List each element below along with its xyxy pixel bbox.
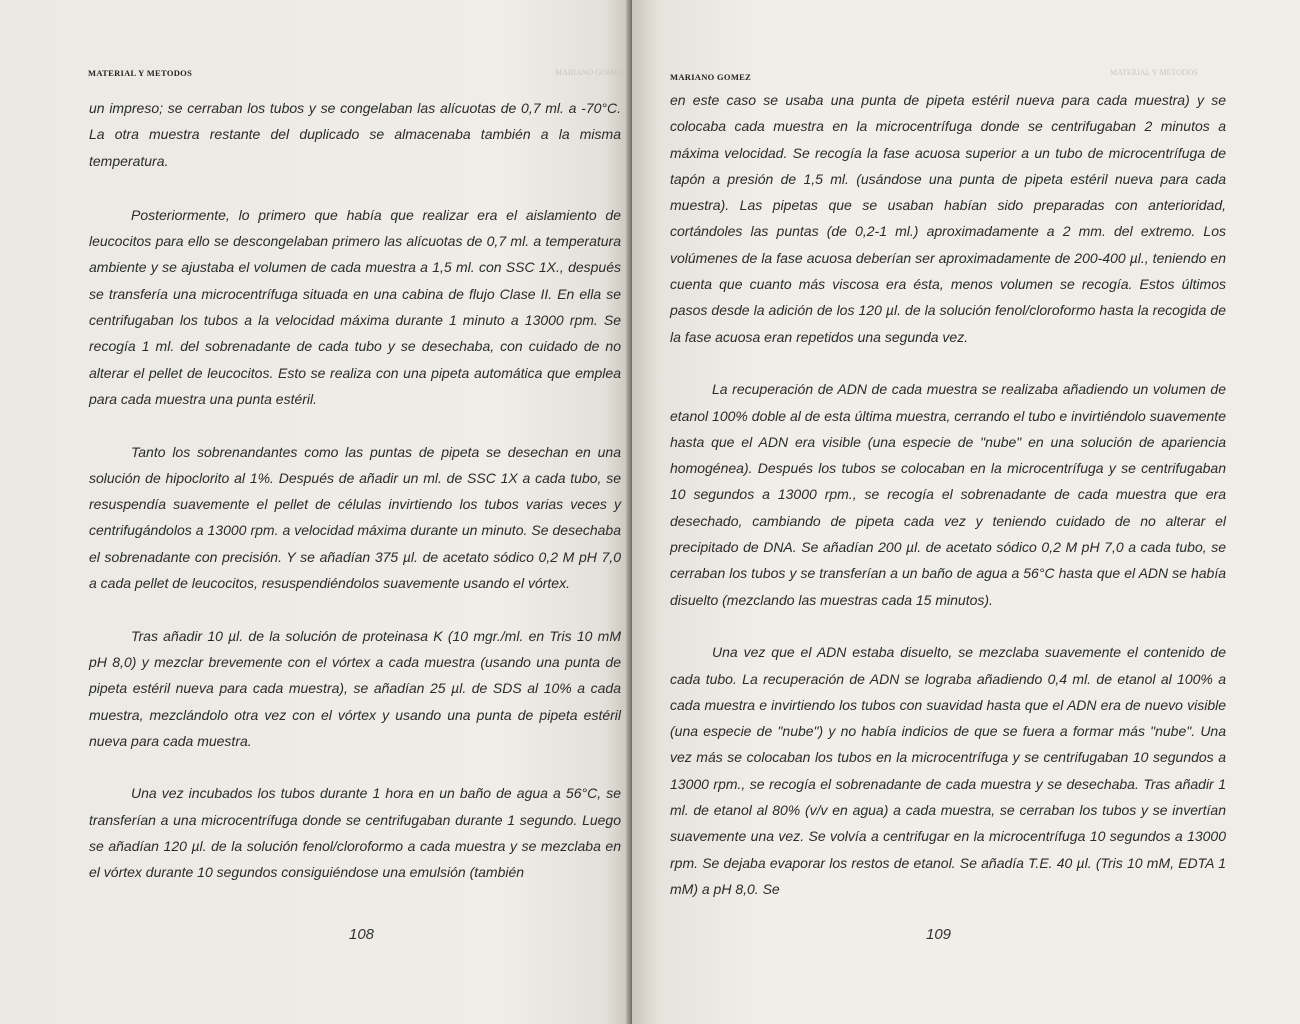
- page-number: 108: [349, 926, 375, 943]
- paragraph: Posteriormente, lo primero que había que realizar era el aislamiento de leucocitos para ello se descongelaban primero las alícuotas de 0,7 ml. a temperatura ambiente y se ajustaba el volumen de cada muestra a 1,5 ml. con SSC 1X., después se transfería una microcentrífuga situada en una cabina de flujo Clase II. En ella se centrifugaban los tubos a la velocidad máxima durante 1 minuto a 13000 rpm. Se recogía 1 ml. del sobrenadante de cada tubo y se desechaba, con cuidado de no alterar el pellet de leucocitos. Esto se realiza con una pipeta automática que emplea para cada muestra una punta estéril.: [89, 206, 621, 407]
- left-page: [0, 0, 630, 1024]
- paragraph: Tras añadir 10 µl. de la solución de proteinasa K (10 mgr./ml. en Tris 10 mM pH 8,0) y mezclar brevemente con el vórtex a cada muestra (usando una punta de pipeta estéril nueva para cada muestra), se añadían 25 µl. de SDS al 10% a cada muestra, mezclándolo otra vez con el vórtex y usando una punta de pipeta estéril nueva para cada muestra.: [89, 627, 621, 749]
- page-number: 109: [926, 926, 952, 943]
- running-header: MATERIAL Y METODOS: [88, 68, 193, 78]
- right-page: [632, 0, 1300, 1024]
- page-body: [670, 87, 1226, 929]
- show-through-header: MATERIAL Y METODOS: [1110, 68, 1198, 77]
- paragraph: un impreso; se cerraban los tubos y se congelaban las alícuotas de 0,7 ml. a -70°C. La otra muestra restante del duplicado se almacenaba también a la misma temperatura.: [89, 100, 621, 169]
- paragraph: La recuperación de ADN de cada muestra se realizaba añadiendo un volumen de etanol 100% doble al de esta última muestra, cerrando el tubo e invirtiéndolo suavemente hasta que el ADN era visible (una especie de "nube" en una solución de apariencia homogénea). Después los tubos se colocaban en la microcentrífuga y se centrifugaban 10 segundos a 13000 rpm., se recogía el sobrenadante de cada muestra que era desechado, cambiando de pipeta cada vez y teniendo cuidado de no alterar el precipitado de DNA. Se añadían 200 µl. de acetato sódico 0,2 M pH 7,0 a cada tubo, se cerraban los tubos y se transferían a un baño de agua a 56°C hasta que el ADN se había disuelto (mezclando las muestras cada 15 minutos).: [670, 381, 1226, 608]
- paragraph: Una vez que el ADN estaba disuelto, se mezclaba suavemente el contenido de cada tubo. La recuperación de ADN se lograba añadiendo 0,4 ml. de etanol al 100% a cada muestra e invirtiendo los tubos con suavidad hasta que el ADN era de nuevo visible (una especie de "nube") y no había indicios de que se fuera a formar más "nube". Una vez más se colocaban los tubos en la microcentrífuga y se centrifugaban 10 segundos a 13000 rpm., se recogía el sobrenadante de cada muestra y se desechaba. Tras añadir 1 ml. de etanol al 80% (v/v en agua) a cada muestra, se cerraban los tubos y se invertían suavemente una vez. Se volvía a centrifugar en la microcentrífuga 10 segundos a 13000 rpm. Se dejaba evaporar los restos de etanol. Se añadía T.E. 40 µl. (Tris 10 mM, EDTA 1 mM) a pH 8,0. Se: [670, 644, 1226, 897]
- paragraph: Una vez incubados los tubos durante 1 hora en un baño de agua a 56°C, se transferían a una microcentrífuga donde se centrifugaban durante 1 segundo. Luego se añadían 120 µl. de la solución fenol/cloroformo a cada muestra y se mezclaba en el vórtex durante 10 segundos consiguiéndose una emulsión (también: [89, 785, 621, 881]
- paragraph: Tanto los sobrenandantes como las puntas de pipeta se desechan en una solución de hipoclorito al 1%. Después de añadir un ml. de SSC 1X a cada tubo, se resuspendía suavemente el pellet de células invirtiendo los tubos varias veces y centrifugándolos a 13000 rpm. a velocidad máxima durante un minuto. Se desechaba el sobrenadante con precisión. Y se añadían 375 µl. de acetato sódico 0,2 M pH 7,0 a cada pellet de leucocitos, resuspendiéndolos suavemente usando el vórtex.: [89, 443, 621, 592]
- paragraph: en este caso se usaba una punta de pipeta estéril nueva para cada muestra) y se colocaba cada muestra en la microcentrífuga donde se centrifugaban 2 minutos a máxima velocidad. Se recogía la fase acuosa superior a un tubo de microcentrífuga de tapón a presión de 1,5 ml. (usándose una punta de pipeta estéril nueva para cada muestra). Las pipetas que se usaban habían sido preparadas con anterioridad, cortándoles las puntas (de 0,2-1 ml.) aproximadamente a 2 mm. del extremo. Los volúmenes de la fase acuosa deberían ser aproximadamente de 200-400 µl., teniendo en cuenta que cuanto más viscosa era ésta, menos volumen se recogía. Estos últimos pasos desde la adición de los 120 µl. de la solución fenol/cloroformo hasta la recogida de la fase acuosa eran repetidos una segunda vez.: [670, 92, 1226, 345]
- show-through-header: MARIANO GOMEZ: [555, 68, 624, 77]
- page-body: [89, 95, 621, 912]
- running-header: MARIANO GOMEZ: [670, 72, 752, 82]
